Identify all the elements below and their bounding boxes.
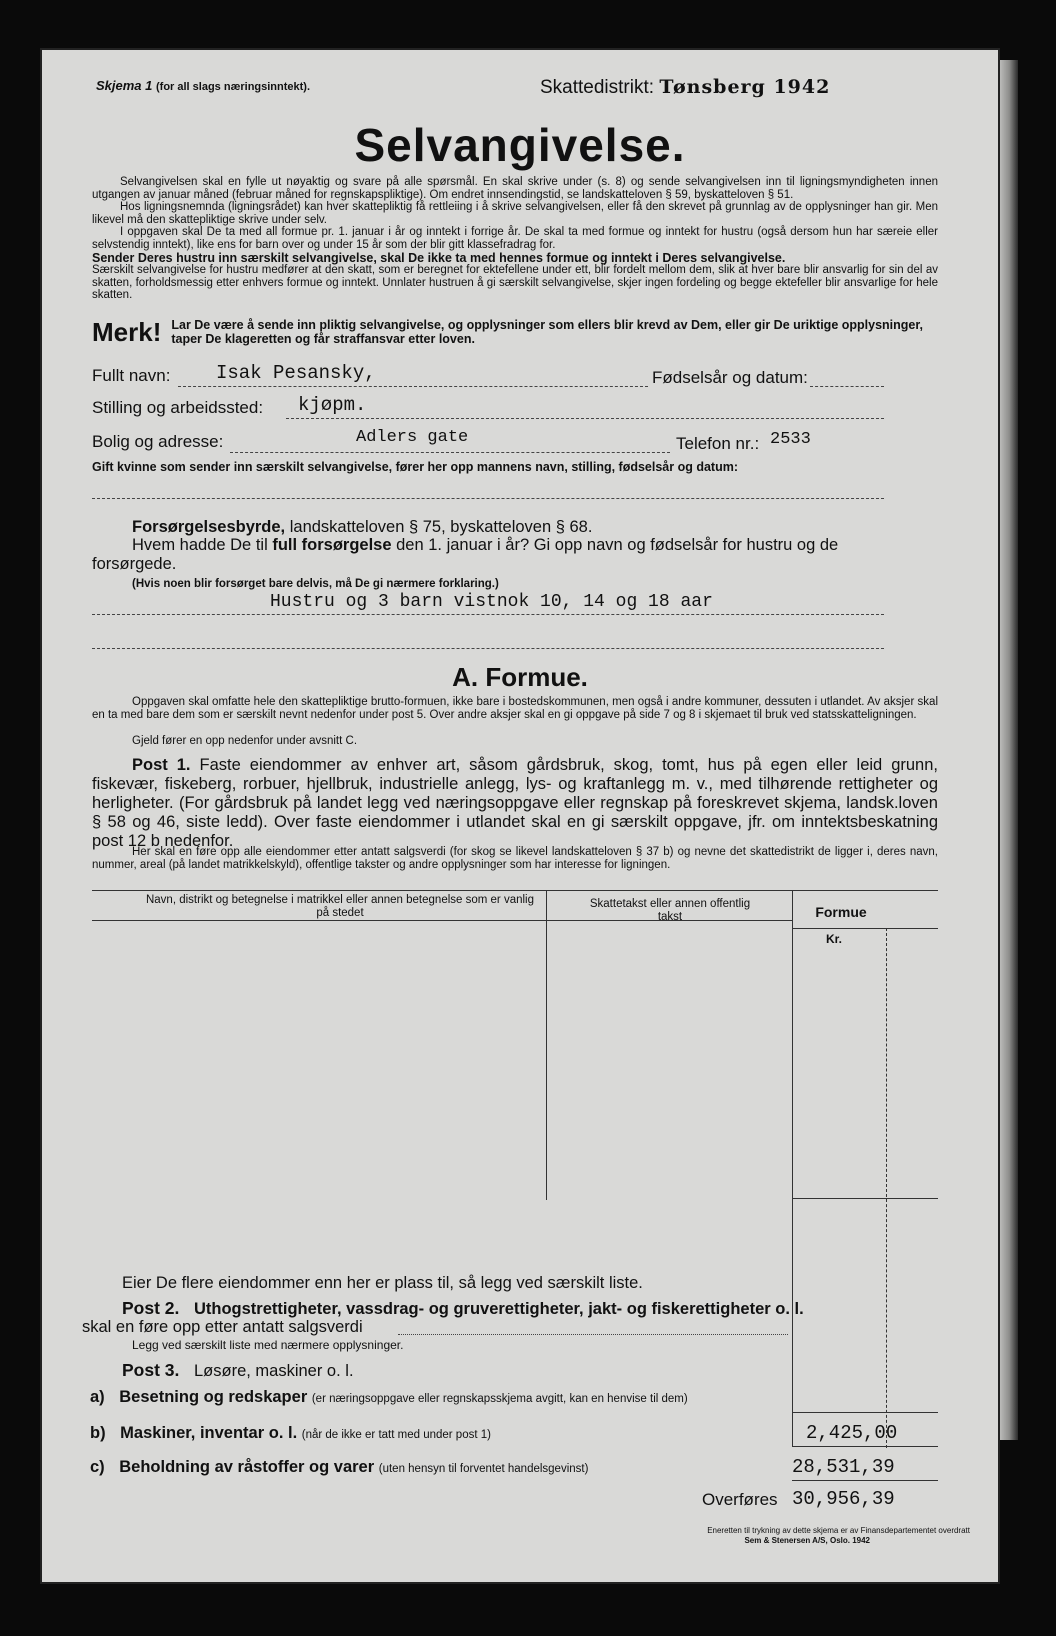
post3-item-a: a) Besetning og redskaper (er næringsoppgave eller regnskapsskjema avgitt, kan en henvise til dem) (90, 1388, 688, 1406)
post3-item-c: c) Beholdning av råstoffer og varer (uten hensyn til forventet handelsgevinst) (90, 1458, 589, 1476)
table-divider-2 (792, 890, 793, 1446)
table-sum-border (792, 1198, 938, 1199)
formue-text: Oppgaven skal omfatte hele den skattepliktige brutto-formuen, ikke bare i bostedskommunen, men også i andre kommuner, dessuten i utlandet. Av aksjer skal en ta med bare dem som er særskilt nevnt nedenfor under post 5. Over andre aksjer skal en gi oppgave på side 7 og 8 i skjemaet til bruk ved statsskatteligningen. (92, 696, 938, 721)
name-label: Fullt navn: (92, 366, 171, 385)
name-line (178, 386, 648, 387)
forsorgelse-heading: Forsørgelsesbyrde, landskatteloven § 75, byskatteloven § 68. (132, 518, 593, 536)
job-label: Stilling og arbeidssted: (92, 398, 264, 417)
forsorgelse-line (92, 614, 884, 615)
table-formue-border (792, 928, 938, 929)
phone-value[interactable]: 2533 (770, 430, 811, 449)
formue-heading: A. Formue. (452, 662, 588, 692)
carry-label: Overføres (702, 1490, 778, 1509)
table-divider-ore (886, 928, 887, 1448)
address-line (230, 452, 670, 453)
married-line[interactable] (92, 498, 884, 499)
forsorgelse-answer[interactable]: Hustru og 3 barn vistnok 10, 14 og 18 aar (270, 592, 713, 612)
job-line (286, 418, 884, 419)
table-divider-1 (546, 890, 547, 1200)
forsorgelse-note: (Hvis noen blir forsørget bare delvis, må De gi nærmere forklaring.) (132, 578, 499, 590)
post1-text: Post 1. Faste eiendommer av enhver art, såsom gårdsbruk, skog, tomt, hus på egen eller leid grunn, fiskevær, fiskeberg, rorbuer, hjellbruk, industrielle anlegg, lys- og kraftanlegg m. v., med tilhørende rettigheter og herligheter. (For gårdsbruk på landet legg ved næringsoppgave eller regnskap på foreskrevet skjema, landsk.loven § 58 og 46, siste ledd). Over faste eiendommer i utlandet skal en gi særskilt oppgave, jfr. om inntektsbeskatning post 12 b nedenfor. (92, 756, 938, 850)
table-unit: Kr. (826, 932, 843, 946)
post3-item-b: b) Maskiner, inventar o. l. (når de ikke er tatt med under post 1) (90, 1424, 491, 1442)
table-col-tax: Skattetakst eller annen offentlig takst (589, 898, 751, 923)
district-line: Skattedistrikt: Tønsberg 1942 (540, 76, 831, 98)
phone-label: Telefon nr.: (676, 434, 760, 453)
printer-footer: Eneretten til trykning av dette skjema er av Finansdepartementet overdratt Sem & Stenersen A/S, Oslo. 1942 (707, 1526, 970, 1545)
carry-value[interactable]: 30,956,39 (792, 1488, 895, 1510)
post2-heading: Post 2. Uthogstrettigheter, vassdrag- og gruverettigheter, jakt- og fiskerettigheter o. l. (122, 1298, 804, 1318)
job-value[interactable]: kjøpm. (298, 394, 367, 416)
schema-label: Skjema 1 (for all slags næringsinntekt). (96, 78, 311, 93)
merk-notice: Merk! Lar De være å sende inn pliktig selvangivelse, og opplysninger som ellers blir krevd av Dem, eller gir De uriktige opplysninger, taper De klageretten og får straffansvar etter loven. (92, 317, 924, 347)
address-label: Bolig og adresse: (92, 432, 224, 451)
address-value[interactable]: Adlers gate (356, 428, 469, 447)
more-properties-note: Eier De flere eiendommer enn her er plass til, så legg ved særskilt liste. (122, 1274, 643, 1292)
table-col-formue: Formue (815, 904, 867, 920)
forsorgelse-line-2[interactable] (92, 648, 884, 649)
post3-c-line (792, 1480, 938, 1481)
tax-form-page (40, 48, 1000, 1584)
post3-heading: Post 3. Løsøre, maskiner o. l. (122, 1360, 354, 1380)
formue-text-2: Gjeld fører en opp nedenfor under avsnitt C. (132, 735, 358, 747)
table-top-border (92, 890, 938, 891)
forsorgelse-question: Hvem hadde De til full forsørgelse den 1. januar i år? Gi opp navn og fødselsår for hustru og de forsørgede. (92, 536, 839, 573)
name-value[interactable]: Isak Pesansky, (216, 362, 376, 384)
table-col-name: Navn, distrikt og betegnelse i matrikkel eller annen betegnelse som er vanlig på stedet (145, 894, 534, 919)
post3-c-amount[interactable]: 28,531,39 (792, 1456, 895, 1478)
post3-b-amount[interactable]: 2,425,00 (806, 1422, 898, 1444)
post2-note: Legg ved særskilt liste med nærmere opplysninger. (132, 1338, 404, 1352)
page-title: Selvangivelse. (354, 119, 686, 171)
table-head-border (92, 920, 792, 921)
married-note: Gift kvinne som sender inn særskilt selvangivelse, fører her opp mannens navn, stilling, fødselsår og datum: (92, 460, 738, 474)
intro-text: Selvangivelsen skal en fylle ut nøyaktig og svare på alle spørsmål. En skal skrive under (s. 8) og sende selvangivelsen inn til ligningsmyndigheten innen utgangen av januar måned (februar måned for regnskapspliktige). Om endret innsendingstid, se landskatteloven § 59, byskatteloven § 51. Hos ligningsnemnda (ligningsrådet) kan hver skattepliktig få rettleiing i å skrive selvangivelsen, eller få den skrevet på grunnlag av de opplysninger han gir. Men likevel må den skattepliktige skrive under selv. I oppgaven skal De ta med all formue pr. 1. januar i år og inntekt i forrige år. De skal ta med formue og inntekt for hustru (også dersom hun har særeie eller selvstendig inntekt), like ens for barn over og under 15 år som der blir gitt klassefradrag for. Sender Deres hustru inn særskilt selvangivelse, skal De ikke ta med hennes formue og inntekt i Deres selvangivelse. Særskilt selvangivelse for hustru medfører at den skatt, som er beregnet for ektefellene under ett, blir fordelt mellom dem, slik at hver bare blir ansvarlig for sin del av skatten, forholdsmessig etter enhvers formue og inntekt. Unnlater hustruen å gi særskilt selvangivelse, skjer ingen fordeling og begge ektefeller blir ansvarlige for hele skatten. (92, 176, 938, 302)
birth-line[interactable] (810, 386, 884, 387)
post3-b-line (792, 1446, 938, 1447)
post2-dots (398, 1334, 788, 1335)
post2-text: skal en føre opp etter antatt salgsverdi (82, 1318, 363, 1336)
post3-a-line (792, 1412, 938, 1413)
birth-label: Fødselsår og datum: (652, 368, 808, 387)
post1-note: Her skal en føre opp alle eiendommer etter antatt salgsverdi (for skog se likevel landskatteloven § 37 b) og nevne det skattedistrikt de ligger i, deres navn, nummer, areal (på landet matrikkelskyld), offentlige takster og andre opplysninger som har interesse for ligningen. (92, 846, 938, 871)
